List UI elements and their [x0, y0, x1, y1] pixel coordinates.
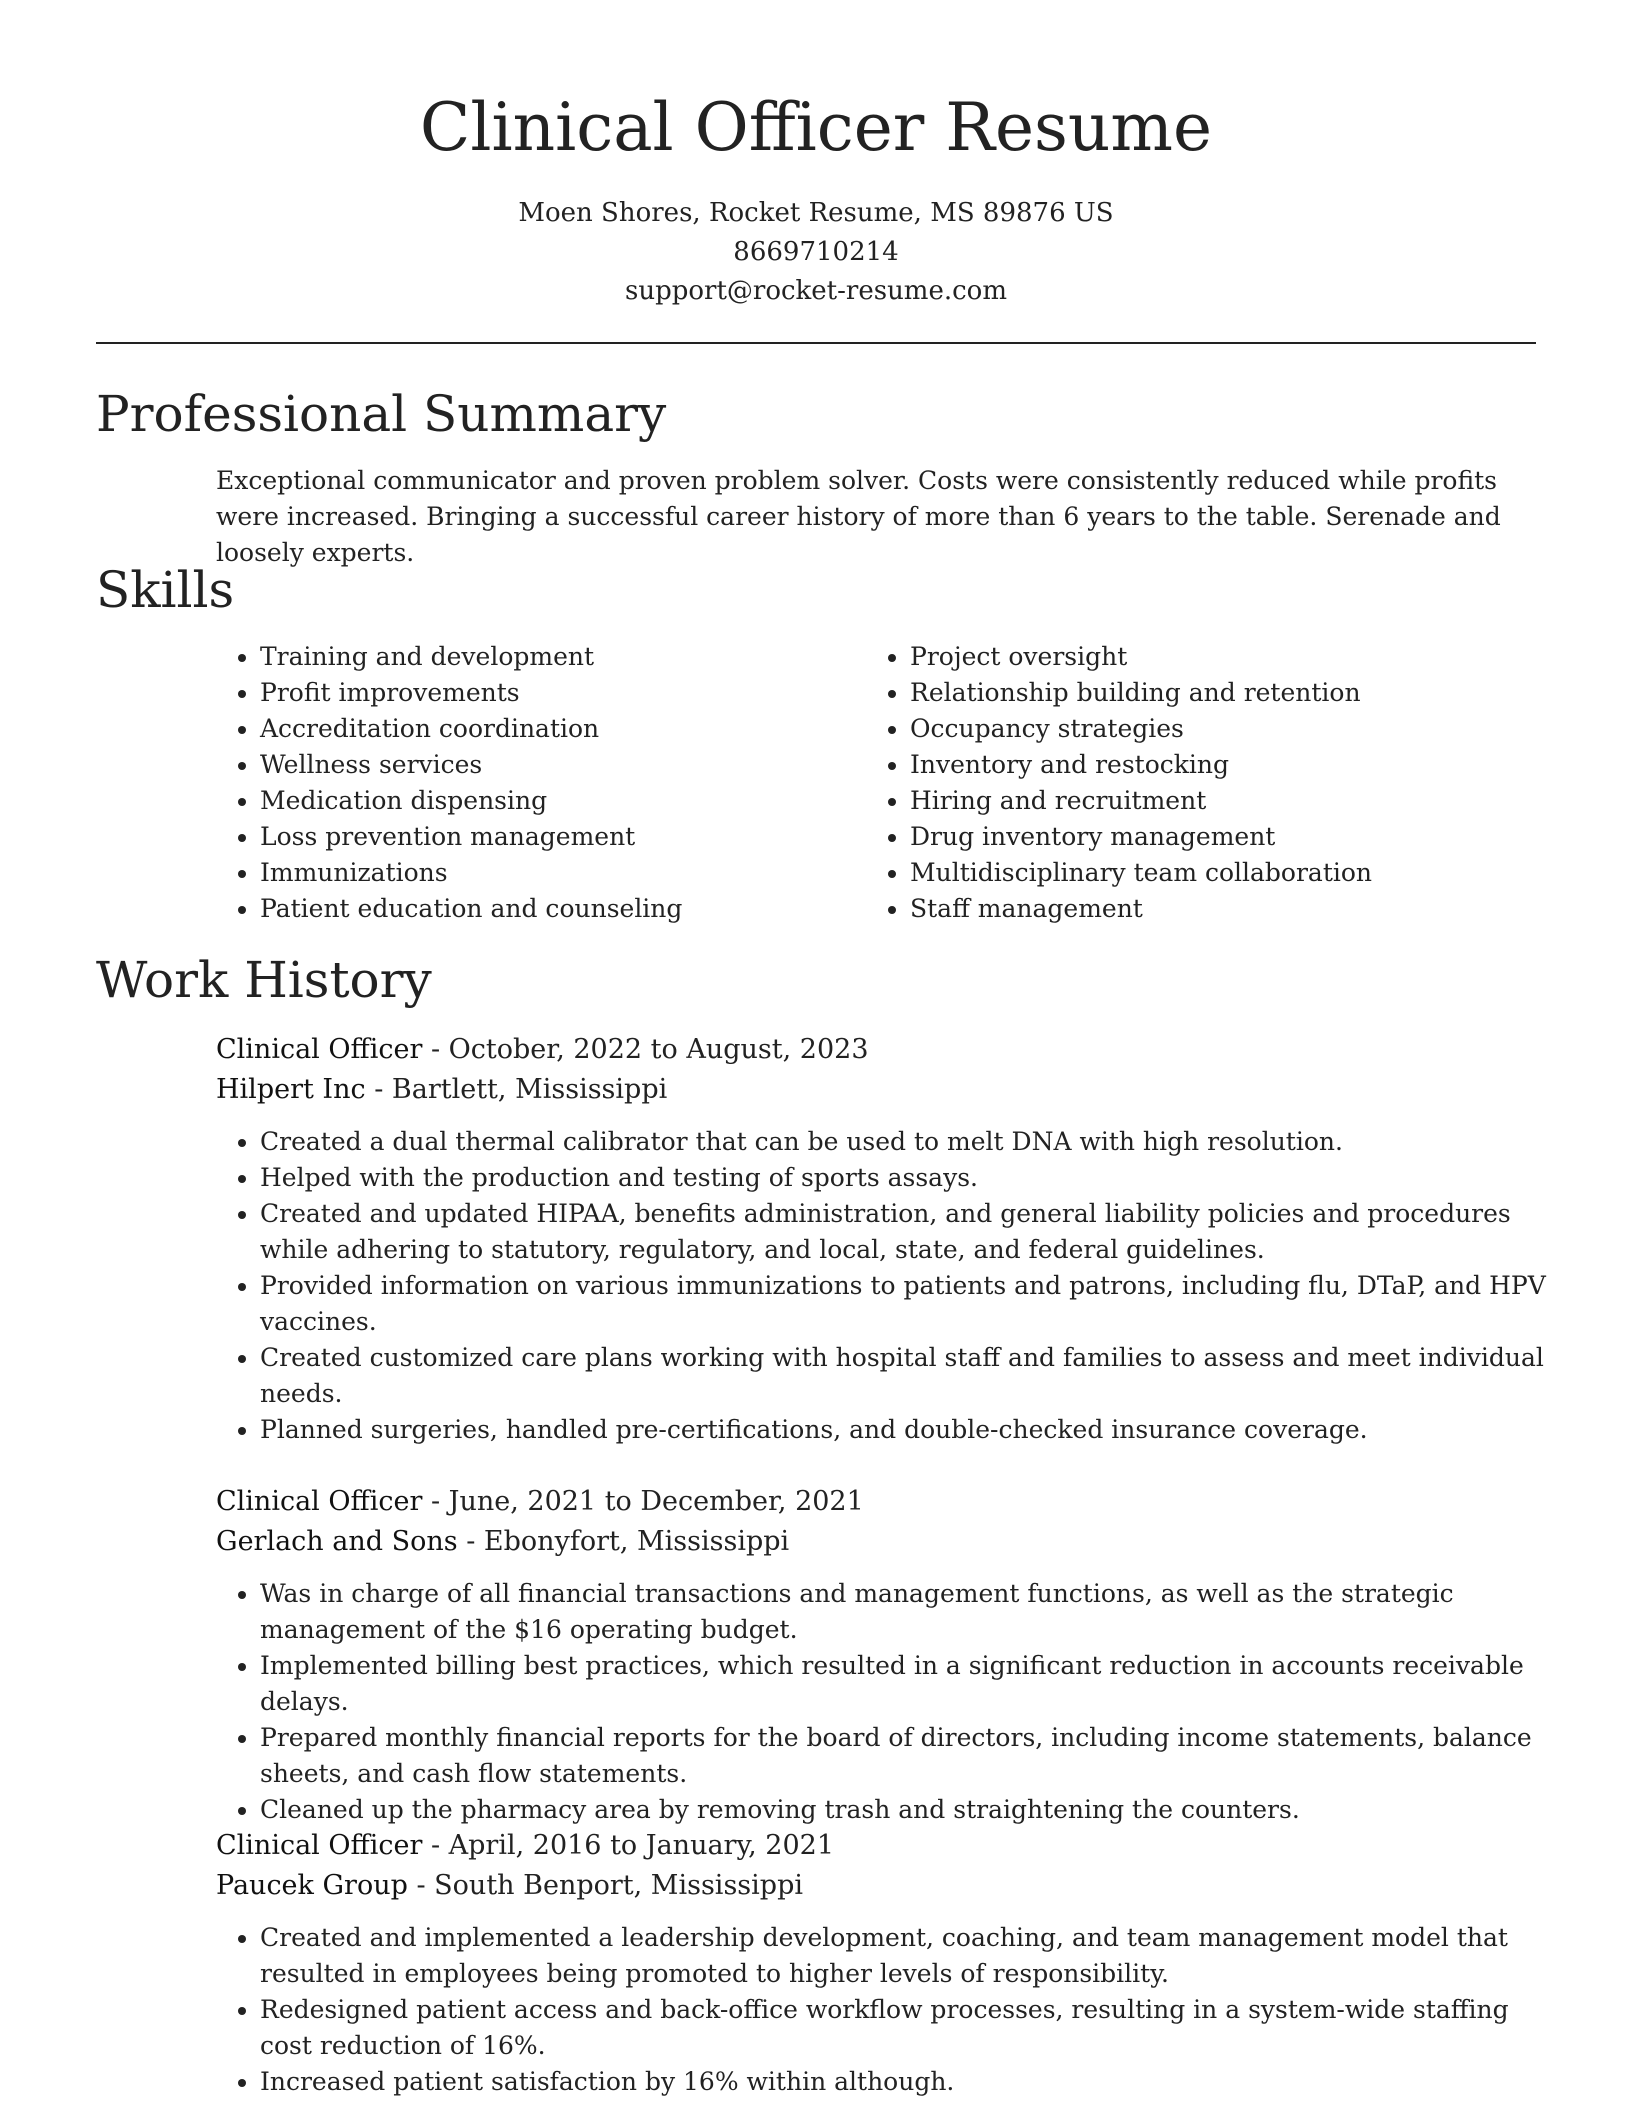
- job-title-line: [216, 1826, 1548, 1866]
- summary-heading: Professional Summary: [96, 385, 667, 443]
- job-bullets: [216, 1576, 1548, 1828]
- job-dates: - October, 2022 to August, 2023: [422, 1034, 869, 1065]
- job-company: Paucek Group: [216, 1870, 408, 1901]
- job-location: - Ebonyfort, Mississippi: [457, 1526, 790, 1557]
- job-dates: - April, 2016 to January, 2021: [422, 1830, 835, 1861]
- job-company-line: [216, 1070, 1548, 1110]
- skill-item: • Project oversight: [910, 639, 1590, 675]
- job-bullet: • Helped with the production and testing of sports assays.: [260, 1160, 1548, 1196]
- job-bullet: • Redesigned patient access and back-office workflow processes, resulting in a system-wide staffing cost reduction of 16%.: [260, 1992, 1548, 2064]
- job-location: - South Benport, Mississippi: [407, 1870, 803, 1901]
- job-bullet: • Increased patient satisfaction by 16% within although.: [260, 2064, 1548, 2100]
- job-location: - Bartlett, Mississippi: [365, 1074, 668, 1105]
- job-bullet: • Provided information on various immunizations to patients and patrons, including flu, DTaP, and HPV vaccines.: [260, 1268, 1548, 1340]
- job-bullet: • Created customized care plans working with hospital staff and families to assess and meet individual needs.: [260, 1340, 1548, 1412]
- job-title-line: [216, 1030, 1548, 1070]
- header-divider: [96, 342, 1536, 344]
- skill-item: • Training and development: [260, 639, 860, 675]
- skill-item: • Medication dispensing: [260, 783, 860, 819]
- job-entry: [216, 1826, 1548, 2100]
- job-bullet: • Created a dual thermal calibrator that can be used to melt DNA with high resolution.: [260, 1124, 1548, 1160]
- skill-item: • Loss prevention management: [260, 819, 860, 855]
- job-title: Clinical Officer: [216, 1034, 423, 1065]
- job-company-line: [216, 1522, 1548, 1562]
- job-entry: [216, 1482, 1548, 1828]
- skills-heading: Skills: [96, 561, 235, 619]
- job-company: Hilpert Inc: [216, 1074, 366, 1105]
- job-bullets: [216, 1920, 1548, 2100]
- job-bullet: • Created and implemented a leadership development, coaching, and team management model that resulted in employees being promoted to higher levels of responsibility.: [260, 1920, 1548, 1992]
- job-bullet: • Created and updated HIPAA, benefits administration, and general liability policies and procedures while adhering to statutory, regulatory, and local, state, and federal guidelines.: [260, 1196, 1548, 1268]
- contact-block: [0, 194, 1632, 311]
- work-history-heading: Work History: [96, 951, 432, 1009]
- job-bullet: • Was in charge of all financial transactions and management functions, as well as the strategic management of the $16 operating budget.: [260, 1576, 1548, 1648]
- skill-item: • Inventory and restocking: [910, 747, 1590, 783]
- skill-item: • Staff management: [910, 891, 1590, 927]
- job-bullet: • Prepared monthly financial reports for the board of directors, including income statements, balance sheets, and cash flow statements.: [260, 1720, 1548, 1792]
- skills-list-right: [866, 639, 1590, 927]
- resume-title: Clinical Officer Resume: [419, 89, 1213, 166]
- skill-item: • Wellness services: [260, 747, 860, 783]
- job-title-line: [216, 1482, 1548, 1522]
- job-bullet: • Planned surgeries, handled pre-certifications, and double-checked insurance coverage.: [260, 1412, 1548, 1448]
- skill-item: • Drug inventory management: [910, 819, 1590, 855]
- skill-item: • Patient education and counseling: [260, 891, 860, 927]
- skill-item: • Occupancy strategies: [910, 711, 1590, 747]
- job-company: Gerlach and Sons: [216, 1526, 458, 1557]
- job-bullet: • Cleaned up the pharmacy area by removing trash and straightening the counters.: [260, 1792, 1548, 1828]
- job-entry: [216, 1030, 1548, 1448]
- skill-item: • Relationship building and retention: [910, 675, 1590, 711]
- job-dates: - June, 2021 to December, 2021: [422, 1486, 864, 1517]
- job-company-line: [216, 1866, 1548, 1906]
- contact-email: support@rocket-resume.com: [624, 276, 1007, 306]
- job-title: Clinical Officer: [216, 1486, 423, 1517]
- contact-phone: 8669710214: [733, 237, 899, 267]
- job-bullet: • Implemented billing best practices, which resulted in a significant reduction in accounts receivable delays.: [260, 1648, 1548, 1720]
- skill-item: • Profit improvements: [260, 675, 860, 711]
- summary-text: Exceptional communicator and proven problem solver. Costs were consistently reduced while profits were increased. Bringing a successful career history of more than 6 years to the table. Serenade and loosely experts.: [216, 466, 1501, 567]
- skill-item: • Accreditation coordination: [260, 711, 860, 747]
- job-bullets: [216, 1124, 1548, 1448]
- skill-item: • Multidisciplinary team collaboration: [910, 855, 1590, 891]
- contact-address: Moen Shores, Rocket Resume, MS 89876 US: [518, 198, 1114, 228]
- job-title: Clinical Officer: [216, 1830, 423, 1861]
- skill-item: • Immunizations: [260, 855, 860, 891]
- skills-list-left: [216, 639, 860, 927]
- resume-header: [0, 0, 1632, 311]
- skill-item: • Hiring and recruitment: [910, 783, 1590, 819]
